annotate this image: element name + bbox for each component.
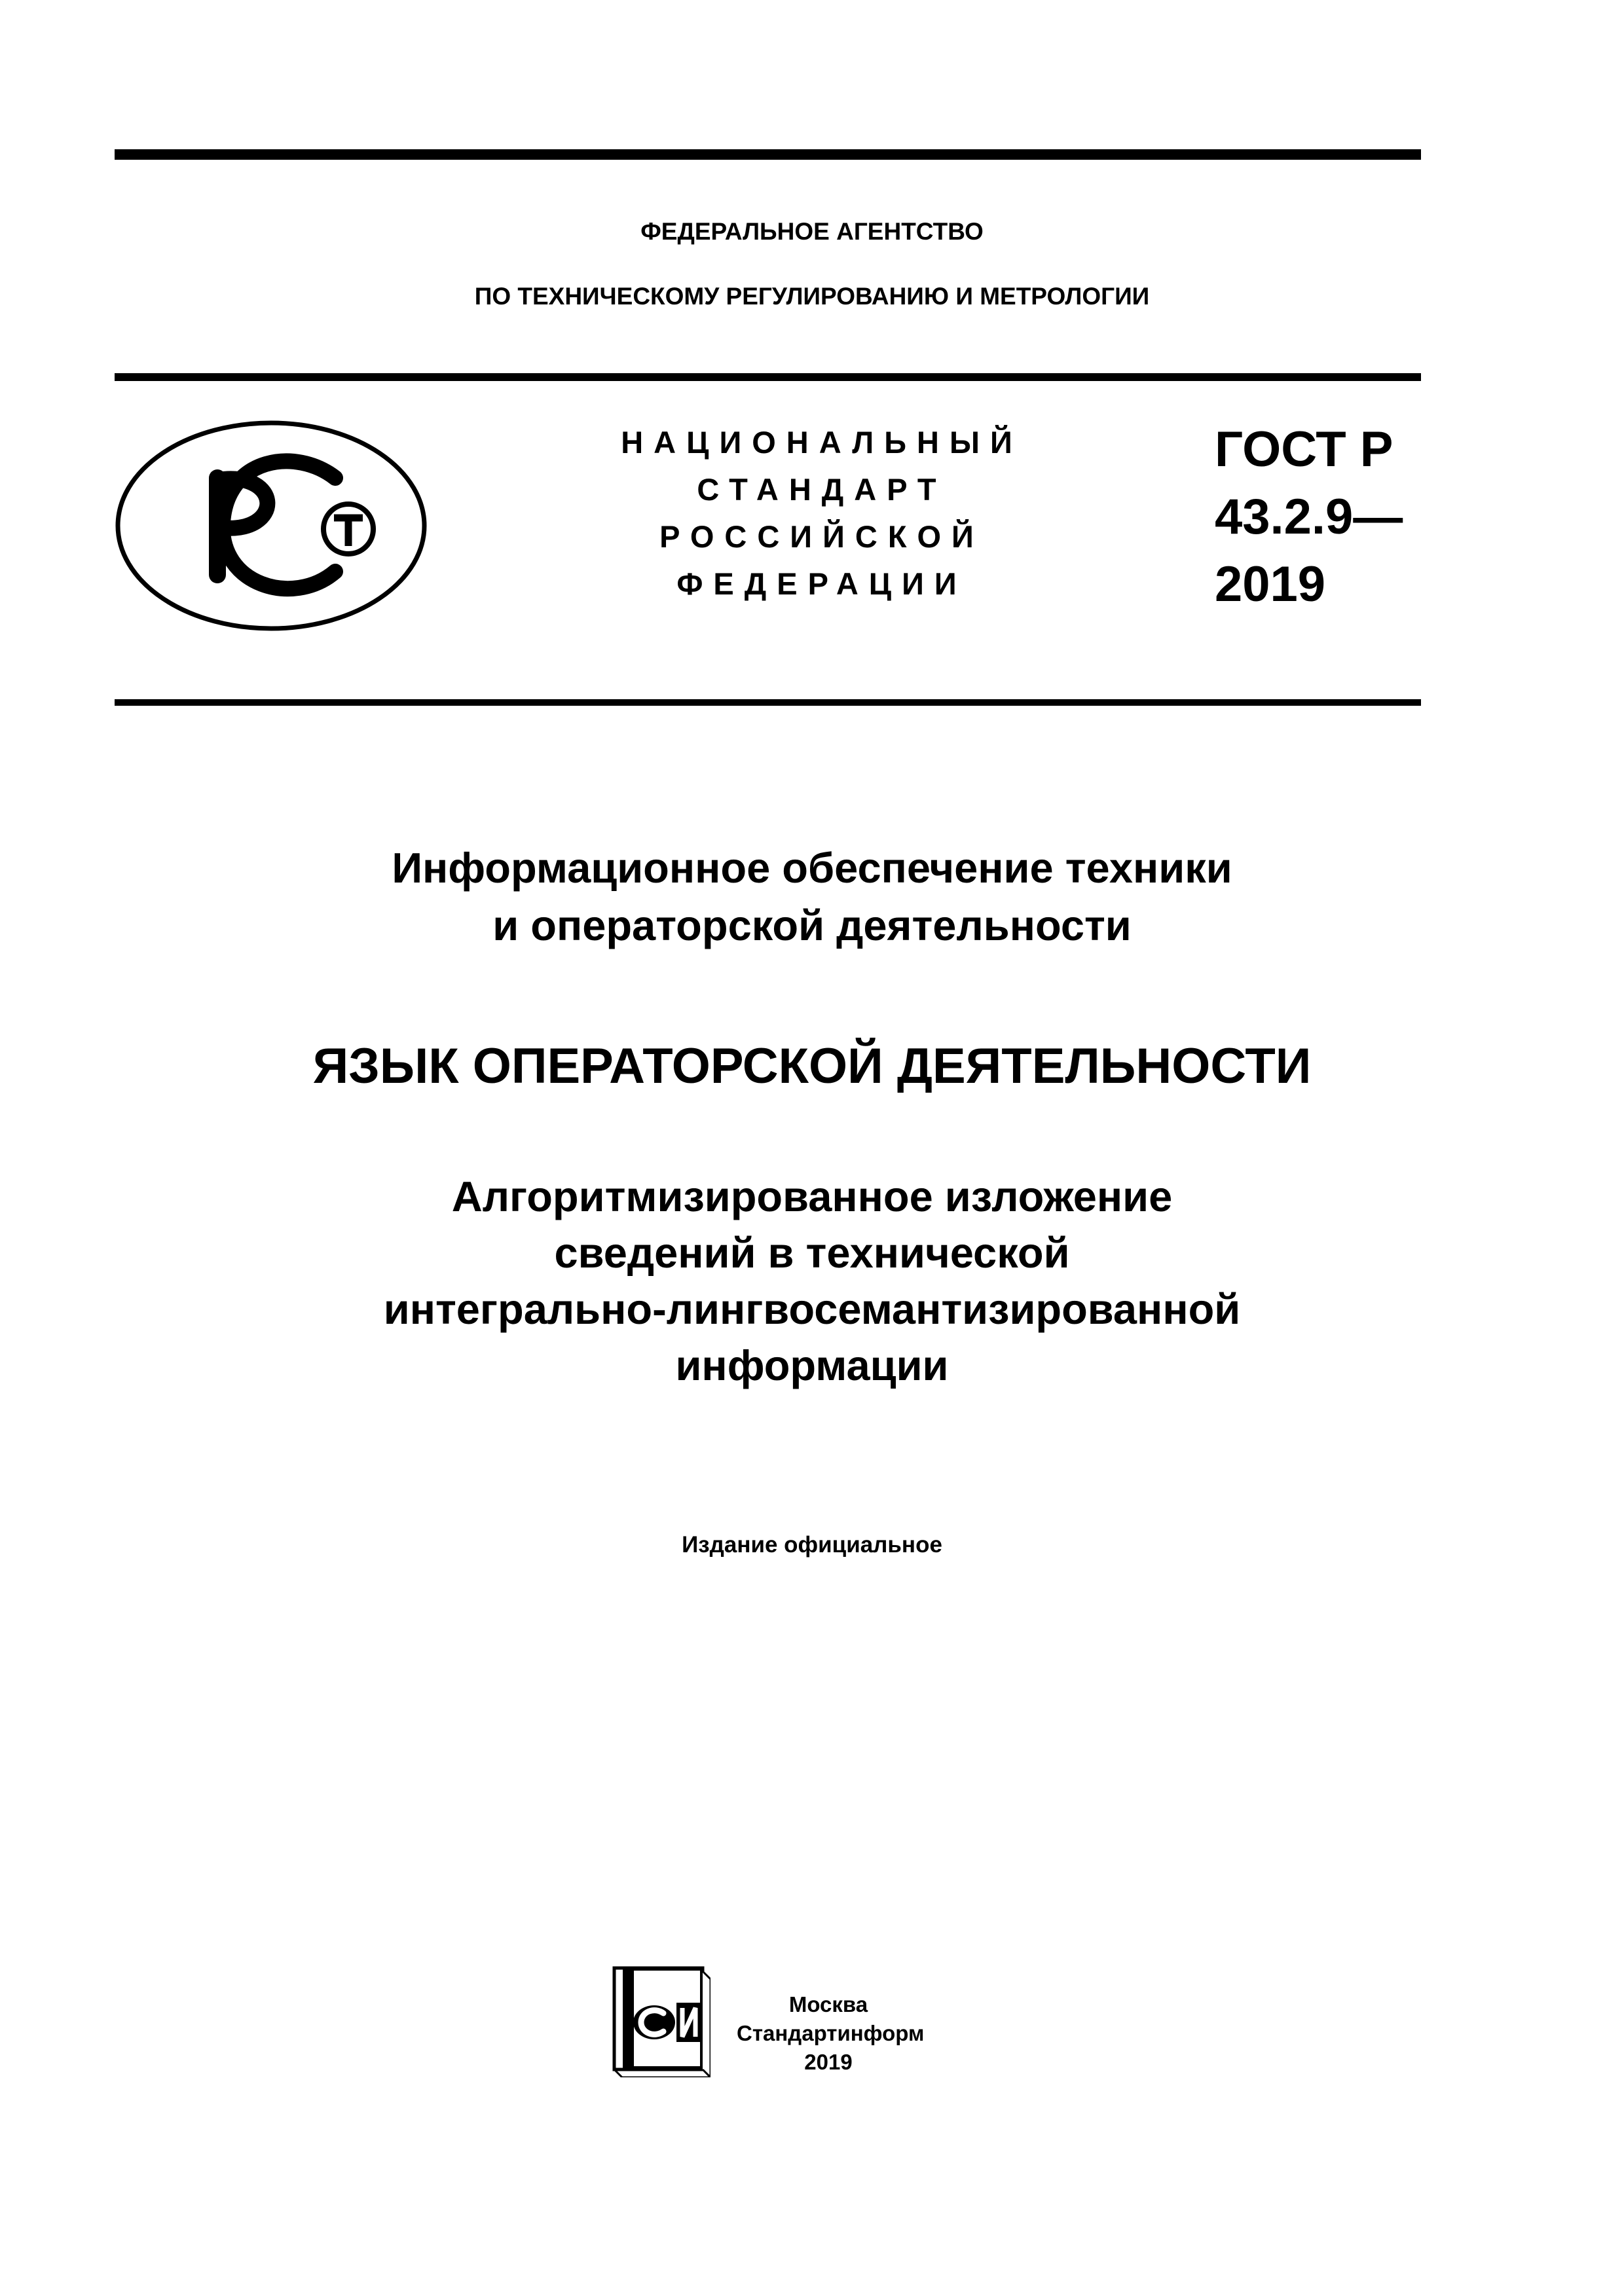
header-rule	[115, 373, 1421, 381]
subject-heading-line-2: и операторской деятельности	[492, 902, 1132, 949]
agency-name-line-2: ПО ТЕХНИЧЕСКОМУ РЕГУЛИРОВАНИЮ И МЕТРОЛОГИИ	[474, 283, 1150, 310]
subtitle	[0, 1169, 1624, 1394]
standartinform-logo	[612, 1966, 710, 2077]
national-standard-label	[586, 419, 1058, 608]
national-standard-line: РОССИЙСКОЙ	[659, 519, 984, 554]
main-title: ЯЗЫК ОПЕРАТОРСКОЙ ДЕЯТЕЛЬНОСТИ	[312, 1038, 1312, 1094]
rst-logo	[113, 418, 430, 634]
gost-designation	[1215, 416, 1403, 618]
publisher-city: Москва	[788, 1992, 868, 2016]
gost-designation-line-2: 43.2.9—	[1215, 489, 1403, 545]
subtitle-line: интегрально-лингвосемантизированной	[383, 1285, 1241, 1333]
publisher-imprint	[737, 1990, 925, 2077]
gost-designation-line-1: ГОСТ Р	[1215, 422, 1393, 477]
national-standard-line: ФЕДЕРАЦИИ	[676, 566, 967, 601]
subtitle-line: информации	[675, 1341, 949, 1389]
top-rule	[115, 149, 1421, 160]
publisher-name: Стандартинформ	[737, 2021, 925, 2045]
national-standard-line: НАЦИОНАЛЬНЫЙ	[621, 425, 1023, 460]
national-standard-line: СТАНДАРТ	[697, 472, 947, 507]
rst-logo-t-icon	[323, 504, 373, 554]
gost-designation-line-3: 2019	[1215, 556, 1326, 612]
agency-name-line-1: ФЕДЕРАЛЬНОЕ АГЕНТСТВО	[640, 218, 984, 245]
subject-heading-line-1: Информационное обеспечение техники	[392, 844, 1232, 892]
title-rule	[115, 699, 1421, 706]
publisher-year: 2019	[804, 2050, 853, 2074]
subtitle-line: сведений в технической	[554, 1229, 1070, 1277]
subject-heading	[0, 839, 1624, 955]
edition-label: Издание официальное	[682, 1532, 942, 1558]
subtitle-line: Алгоритмизированное изложение	[451, 1173, 1173, 1220]
